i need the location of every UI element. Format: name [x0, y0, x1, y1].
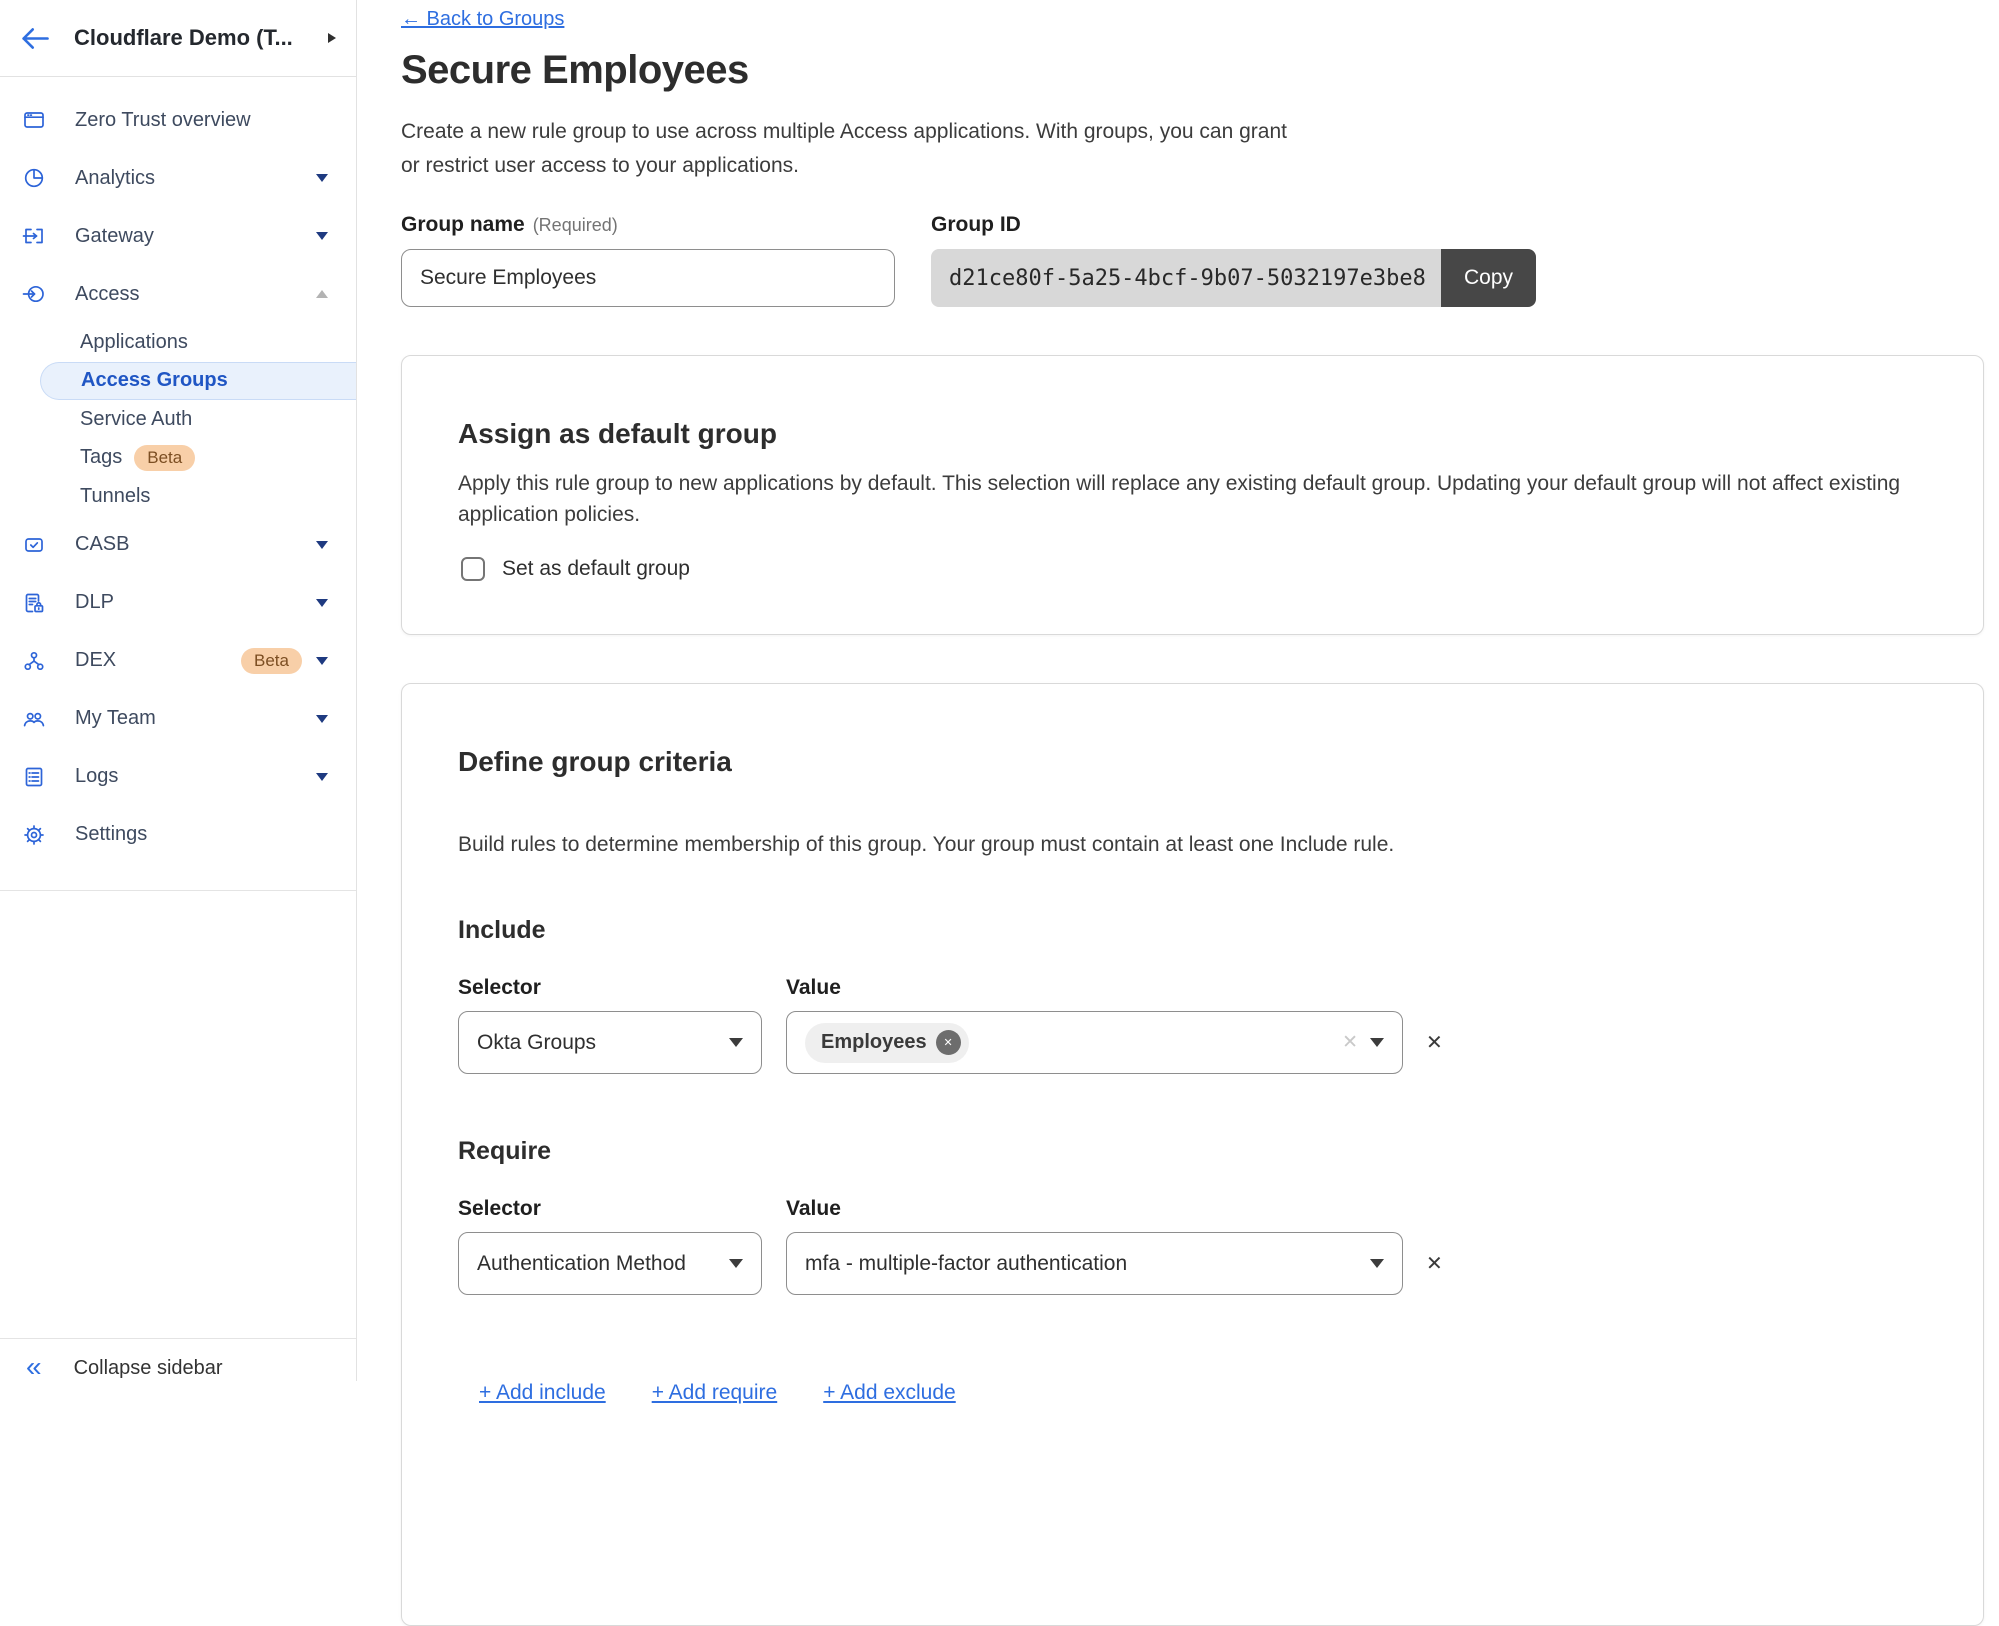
require-selector-dropdown[interactable]	[458, 1232, 762, 1295]
group-form-row	[401, 212, 1984, 307]
sidebar-nav	[0, 77, 356, 891]
default-group-card-title: Assign as default group	[458, 418, 777, 449]
add-exclude-link[interactable]: + Add exclude	[823, 1381, 956, 1404]
sidebar-item-tunnels[interactable]	[0, 477, 356, 516]
account-expand-caret-icon[interactable]	[328, 33, 336, 43]
group-name-input[interactable]	[401, 249, 895, 307]
chevron-down-icon[interactable]	[316, 541, 328, 549]
sidebar-item-label: CASB	[75, 533, 130, 555]
sidebar-item-label: Analytics	[75, 166, 156, 189]
chevron-up-icon[interactable]	[316, 290, 328, 298]
page-description-line1: Create a new rule group to use across multiple Access applications. With groups, you can grant	[401, 120, 1287, 143]
include-value-label: Value	[786, 976, 841, 999]
default-group-card-description	[458, 468, 1927, 530]
log-list-icon	[22, 765, 46, 789]
remove-require-rule-icon[interactable]: ✕	[1426, 1253, 1443, 1275]
remove-include-rule-icon[interactable]: ✕	[1426, 1032, 1443, 1054]
sidebar-item-my-team[interactable]	[0, 690, 356, 748]
chevron-down-icon[interactable]	[316, 715, 328, 723]
group-id-label: Group ID	[931, 213, 1021, 236]
sidebar-item-zero-trust-overview[interactable]	[0, 91, 356, 149]
sidebar-item-label: DLP	[75, 591, 114, 613]
sidebar-item-applications[interactable]	[0, 323, 356, 362]
group-name-field	[401, 212, 895, 307]
sidebar-item-label: Access	[75, 282, 140, 305]
chevron-down-icon[interactable]	[316, 232, 328, 240]
sidebar-item-label: Logs	[75, 765, 119, 787]
chevron-down-icon	[1370, 1038, 1384, 1047]
group-id-field	[931, 212, 1536, 307]
sidebar-item-label: Service Auth	[80, 407, 193, 430]
sidebar-item-label: Tunnels	[80, 484, 151, 507]
default-group-checkbox[interactable]	[461, 557, 485, 581]
require-value-dropdown[interactable]	[786, 1232, 1403, 1295]
include-selector-label: Selector	[458, 976, 541, 999]
sidebar-footer	[0, 1338, 356, 1381]
sidebar-item-label: Tags	[80, 446, 123, 469]
double-chevron-left-icon: «	[26, 1351, 42, 1382]
gateway-icon	[22, 224, 46, 248]
casb-check-icon	[22, 533, 46, 557]
include-value-combobox[interactable]	[786, 1011, 1403, 1074]
account-name[interactable]: Cloudflare Demo (T...	[74, 25, 293, 50]
chevron-down-icon[interactable]	[316, 174, 328, 182]
criteria-card-title: Define group criteria	[458, 746, 732, 777]
criteria-card-description: Build rules to determine membership of this group. Your group must contain at least one Include rule.	[458, 833, 1395, 856]
sidebar-item-access[interactable]	[0, 265, 356, 323]
group-name-label: Group name	[401, 213, 525, 236]
chip-remove-icon[interactable]: ✕	[936, 1030, 961, 1055]
include-rule-row	[458, 1011, 1927, 1074]
sidebar-item-label: Access Groups	[81, 369, 228, 392]
collapse-sidebar-label: Collapse sidebar	[73, 1356, 223, 1379]
require-selector-label: Selector	[458, 1197, 541, 1220]
sidebar-item-label: Applications	[80, 330, 188, 353]
chevron-down-icon[interactable]	[316, 773, 328, 781]
employees-chip[interactable]	[805, 1023, 969, 1063]
gear-icon	[22, 823, 46, 847]
group-id-value: d21ce80f-5a25-4bcf-9b07-5032197e3be8	[931, 249, 1441, 307]
require-rule-row	[458, 1232, 1927, 1295]
pie-chart-icon	[22, 166, 46, 190]
chip-label: Employees	[821, 1031, 927, 1053]
require-section	[458, 1137, 1927, 1295]
back-arrow-icon[interactable]	[20, 25, 54, 51]
sidebar-item-label: Gateway	[75, 224, 154, 247]
required-note: (Required)	[532, 214, 618, 235]
chevron-down-icon[interactable]	[316, 657, 328, 665]
main-content	[357, 0, 1999, 1404]
sidebar	[0, 0, 357, 1381]
back-to-groups-link[interactable]: ← Back to Groups	[401, 8, 565, 30]
sidebar-item-casb[interactable]	[0, 516, 356, 574]
include-selector-dropdown[interactable]	[458, 1011, 762, 1074]
add-include-link[interactable]: + Add include	[479, 1381, 606, 1404]
require-selector-value: Authentication Method	[477, 1251, 686, 1275]
criteria-card	[401, 683, 1984, 1626]
sidebar-item-tags[interactable]	[0, 439, 356, 478]
beta-badge: Beta	[241, 648, 302, 674]
default-group-desc-line1: Apply this rule group to new applications by default. This selection will replace any existing default group. Updating your default group will not affect existing	[458, 472, 1901, 495]
sidebar-item-label: Zero Trust overview	[75, 108, 251, 131]
chevron-down-icon	[729, 1259, 743, 1268]
include-selector-value: Okta Groups	[477, 1030, 597, 1054]
default-group-desc-line2: application policies.	[458, 503, 641, 526]
copy-button[interactable]: Copy	[1441, 249, 1536, 307]
page-description-line2: or restrict user access to your applications.	[401, 154, 799, 177]
clear-values-icon[interactable]: ✕	[1342, 1032, 1358, 1053]
collapse-sidebar-button[interactable]	[26, 1351, 356, 1382]
chevron-down-icon	[729, 1038, 743, 1047]
sidebar-item-service-auth[interactable]	[0, 400, 356, 439]
people-icon	[22, 707, 46, 731]
page-description	[401, 115, 1984, 183]
chevron-down-icon	[1370, 1259, 1384, 1268]
access-login-icon	[22, 282, 46, 306]
document-lock-icon	[22, 591, 46, 615]
sidebar-item-analytics[interactable]	[0, 149, 356, 207]
beta-badge: Beta	[134, 445, 195, 471]
default-group-card	[401, 355, 1984, 635]
network-nodes-icon	[22, 649, 46, 673]
default-group-checkbox-label[interactable]: Set as default group	[502, 557, 690, 580]
set-default-group-row	[458, 557, 1927, 581]
require-value-label: Value	[786, 1197, 841, 1220]
sidebar-item-label: My Team	[75, 707, 156, 729]
browser-window-icon	[22, 108, 46, 132]
sidebar-item-settings[interactable]	[0, 806, 356, 864]
require-value: mfa - multiple-factor authentication	[805, 1251, 1128, 1275]
sidebar-item-dex[interactable]	[0, 632, 356, 690]
add-require-link[interactable]: + Add require	[651, 1381, 778, 1404]
sidebar-item-logs[interactable]	[0, 748, 356, 806]
sidebar-item-dlp[interactable]	[0, 574, 356, 632]
include-heading: Include	[458, 916, 546, 944]
include-section	[458, 916, 1927, 1074]
sidebar-item-label: Settings	[75, 823, 148, 845]
account-header	[0, 0, 356, 77]
sidebar-item-label: DEX	[75, 649, 117, 671]
sidebar-spacer	[0, 891, 356, 1339]
add-rule-links	[479, 1381, 1927, 1405]
sidebar-item-gateway[interactable]	[0, 207, 356, 265]
page-title: Secure Employees	[401, 48, 749, 92]
chevron-down-icon[interactable]	[316, 599, 328, 607]
sidebar-item-access-groups[interactable]	[40, 362, 356, 401]
require-heading: Require	[458, 1137, 552, 1165]
